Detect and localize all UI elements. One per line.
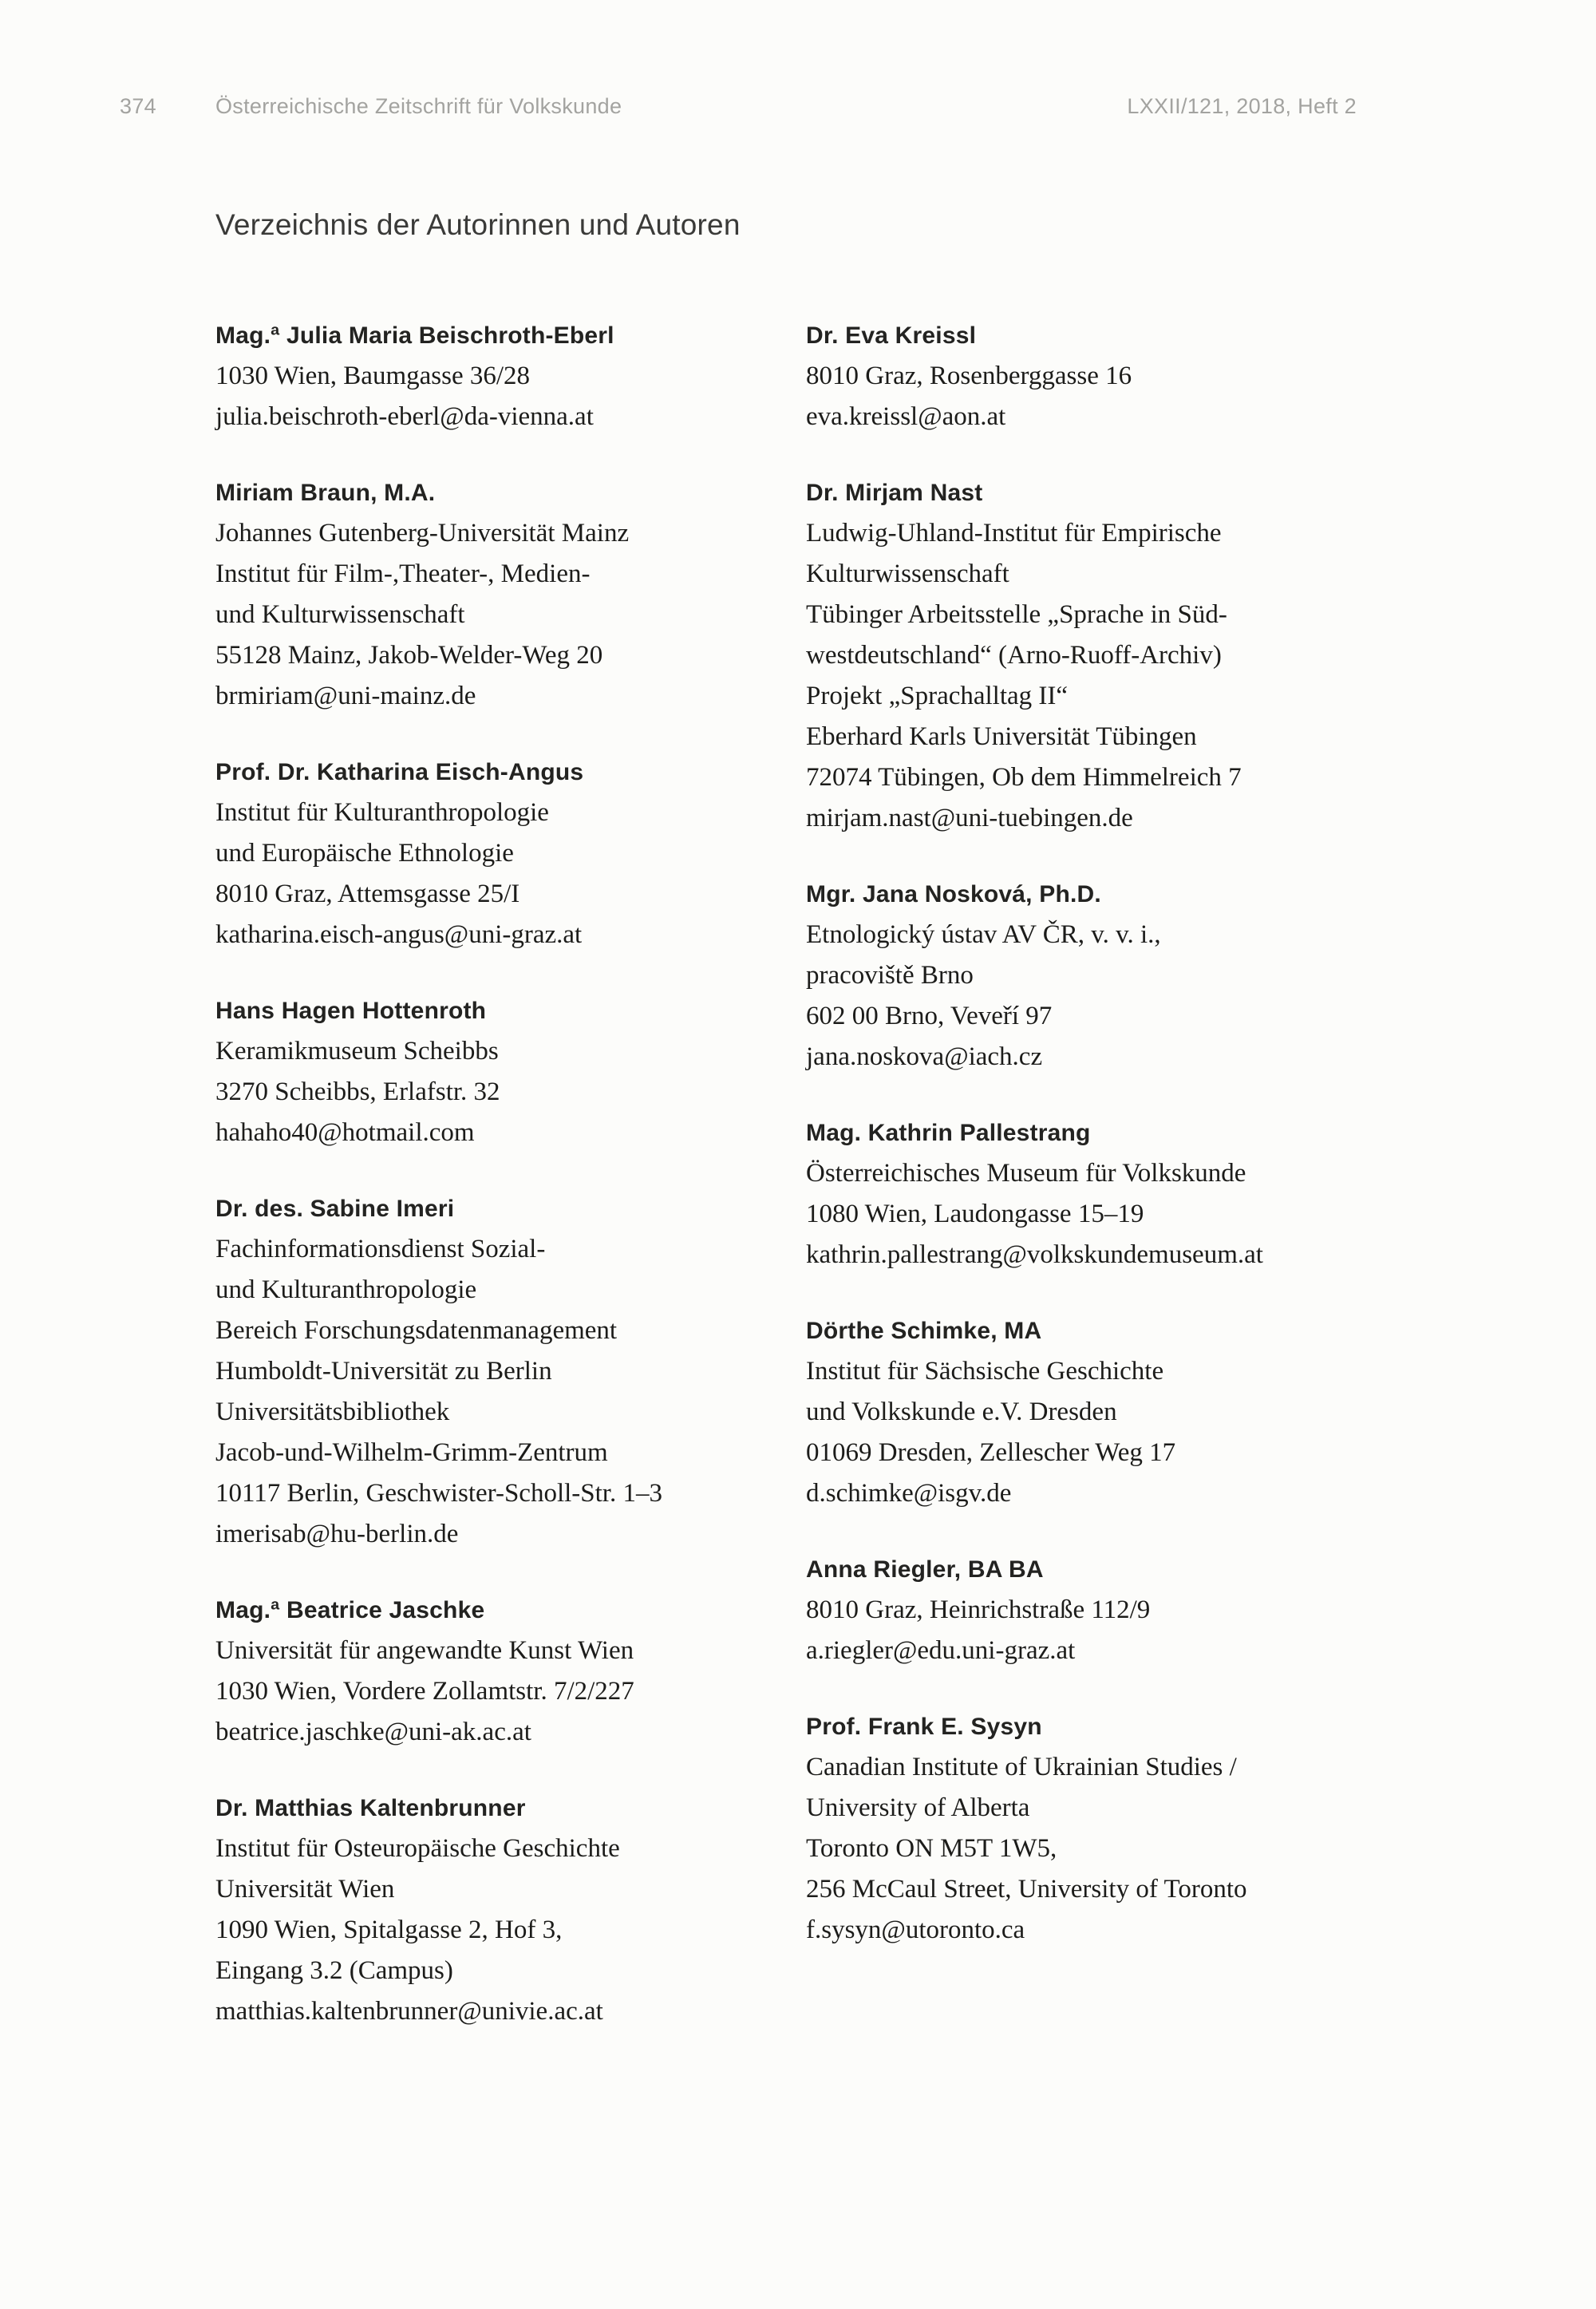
author-address-line: Universität Wien [215, 1875, 395, 1904]
author-address-line: 01069 Dresden, Zellescher Weg 17 [806, 1438, 1176, 1467]
author-address-line: 8010 Graz, Heinrichstraße 112/9 [806, 1595, 1151, 1624]
author-name: Anna Riegler, BA BA [806, 1556, 1044, 1583]
author-name: Prof. Frank E. Sysyn [806, 1714, 1042, 1740]
author-email: imerisab@hu-berlin.de [215, 1520, 459, 1548]
author-name: Hans Hagen Hottenroth [215, 998, 487, 1024]
page-number: 374 [120, 94, 156, 118]
author-address-line: Österreichisches Museum für Volkskunde [806, 1159, 1246, 1188]
author-address-line: 8010 Graz, Attemsgasse 25/I [215, 880, 520, 908]
author-entry [215, 315, 766, 437]
author-entry [215, 472, 766, 717]
author-address-line: Institut für Kulturanthropologie [215, 798, 549, 827]
author-address-line: Johannes Gutenberg-Universität Mainz [215, 519, 630, 548]
author-name: Mag. Kathrin Pallestrang [806, 1120, 1091, 1146]
author-name: Mgr. Jana Nosková, Ph.D. [806, 881, 1101, 907]
author-entry [215, 1788, 766, 2032]
author-entry [215, 1590, 766, 1753]
author-address-line: 602 00 Brno, Veveří 97 [806, 1002, 1053, 1030]
authors-right-column [806, 315, 1357, 2067]
author-email: a.riegler@edu.uni-graz.at [806, 1636, 1076, 1665]
issue-info: LXXII/121, 2018, Heft 2 [1127, 94, 1357, 118]
author-name: Dr. Mirjam Nast [806, 480, 983, 506]
journal-name: Österreichische Zeitschrift für Volkskunde [215, 94, 622, 118]
author-address-line: 3270 Scheibbs, Erlafstr. 32 [215, 1077, 500, 1106]
page-header [120, 94, 1357, 119]
author-address-line: und Kulturanthropologie [215, 1275, 477, 1304]
author-name: Prof. Dr. Katharina Eisch-Angus [215, 759, 584, 785]
author-address-line: Tübinger Arbeitsstelle „Sprache in Süd- [806, 600, 1227, 629]
author-entry [215, 990, 766, 1153]
author-name: Dörthe Schimke, MA [806, 1318, 1042, 1344]
author-address-line: Institut für Film-,Theater-, Medien- [215, 559, 591, 588]
author-name: Mag.ª Beatrice Jaschke [215, 1597, 485, 1623]
author-entry [806, 1113, 1357, 1275]
author-address-line: westdeutschland“ (Arno-Ruoff-Archiv) [806, 641, 1222, 670]
author-address-line: Eingang 3.2 (Campus) [215, 1956, 453, 1985]
author-address-line: Projekt „Sprachalltag II“ [806, 682, 1069, 710]
author-name: Miriam Braun, M.A. [215, 480, 436, 506]
author-entry [806, 1311, 1357, 1514]
author-address-line: Kulturwissenschaft [806, 559, 1009, 588]
author-address-line: Keramikmuseum Scheibbs [215, 1037, 499, 1066]
author-address-line: Toronto ON M5T 1W5, [806, 1834, 1057, 1863]
author-address-line: Universitätsbibliothek [215, 1398, 450, 1426]
author-address-line: und Europäische Ethnologie [215, 839, 514, 868]
author-address-line: Jacob-und-Wilhelm-Grimm-Zentrum [215, 1438, 608, 1467]
author-email: f.sysyn@utoronto.ca [806, 1916, 1025, 1944]
author-address-line: 72074 Tübingen, Ob dem Himmelreich 7 [806, 763, 1242, 792]
author-address-line: Fachinformationsdienst Sozial- [215, 1235, 546, 1263]
author-email: hahaho40@hotmail.com [215, 1118, 475, 1147]
author-name: Dr. Matthias Kaltenbrunner [215, 1795, 526, 1821]
author-entry [215, 752, 766, 955]
author-address-line: und Volkskunde e.V. Dresden [806, 1398, 1117, 1426]
author-entry [806, 1549, 1357, 1671]
authors-left-column [215, 315, 766, 2067]
author-address-line: Ludwig-Uhland-Institut für Empirische [806, 519, 1222, 548]
author-address-line: Institut für Sächsische Geschichte [806, 1357, 1164, 1386]
author-email: d.schimke@isgv.de [806, 1479, 1012, 1508]
author-name: Mag.ª Julia Maria Beischroth-Eberl [215, 322, 614, 349]
author-address-line: 1030 Wien, Baumgasse 36/28 [215, 362, 531, 390]
author-address-line: Humboldt-Universität zu Berlin [215, 1357, 552, 1386]
author-email: brmiriam@uni-mainz.de [215, 682, 476, 710]
author-entry [806, 315, 1357, 437]
author-address-line: und Kulturwissenschaft [215, 600, 465, 629]
author-address-line: 256 McCaul Street, University of Toronto [806, 1875, 1247, 1904]
author-columns [215, 315, 1357, 2067]
author-address-line: 55128 Mainz, Jakob-Welder-Weg 20 [215, 641, 603, 670]
author-address-line: Eberhard Karls Universität Tübingen [806, 722, 1197, 751]
author-entry [806, 874, 1357, 1077]
author-address-line: 10117 Berlin, Geschwister-Scholl-Str. 1–3 [215, 1479, 662, 1508]
author-address-line: 1030 Wien, Vordere Zollamtstr. 7/2/227 [215, 1677, 634, 1706]
author-address-line: Bereich Forschungsdatenmanagement [215, 1316, 618, 1345]
author-name: Dr. des. Sabine Imeri [215, 1196, 455, 1222]
author-email: jana.noskova@iach.cz [806, 1042, 1043, 1071]
author-email: katharina.eisch-angus@uni-graz.at [215, 920, 583, 949]
author-address-line: 8010 Graz, Rosenberggasse 16 [806, 362, 1132, 390]
author-address-line: Universität für angewandte Kunst Wien [215, 1636, 634, 1665]
author-address-line: 1090 Wien, Spitalgasse 2, Hof 3, [215, 1916, 563, 1944]
author-email: mirjam.nast@uni-tuebingen.de [806, 804, 1133, 832]
author-name: Dr. Eva Kreissl [806, 322, 977, 349]
author-address-line: University of Alberta [806, 1793, 1030, 1822]
author-email: julia.beischroth-eberl@da-vienna.at [215, 402, 594, 431]
author-entry [806, 1706, 1357, 1951]
author-address-line: 1080 Wien, Laudongasse 15–19 [806, 1200, 1144, 1228]
author-address-line: Etnologický ústav AV ČR, v. v. i., [806, 920, 1161, 949]
author-entry [806, 472, 1357, 839]
author-email: beatrice.jaschke@uni-ak.ac.at [215, 1718, 531, 1746]
author-entry [215, 1188, 766, 1555]
author-email: matthias.kaltenbrunner@univie.ac.at [215, 1997, 603, 2026]
author-address-line: Canadian Institute of Ukrainian Studies / [806, 1753, 1237, 1781]
author-email: eva.kreissl@aon.at [806, 402, 1006, 431]
author-email: kathrin.pallestrang@volkskundemuseum.at [806, 1240, 1263, 1269]
author-address-line: pracoviště Brno [806, 961, 974, 990]
author-address-line: Institut für Osteuropäische Geschichte [215, 1834, 620, 1863]
page-title: Verzeichnis der Autorinnen und Autoren [215, 208, 741, 241]
